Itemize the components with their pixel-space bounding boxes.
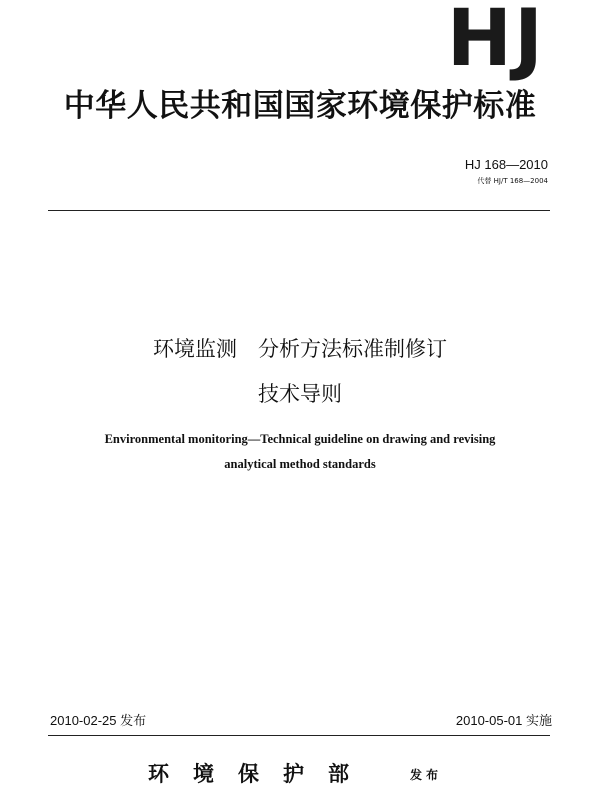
top-divider (48, 210, 550, 211)
effective-date: 2010-05-01 实施 (455, 713, 552, 728)
standard-number: HJ 168—2010 (464, 157, 548, 172)
document-title-line1: 环境监测 分析方法标准制修订 (153, 337, 447, 361)
bottom-divider (48, 735, 550, 736)
publisher-name: 环境保护部 (148, 761, 373, 786)
publish-verb: 发布 (410, 768, 443, 782)
issue-date: 2010-02-25 发布 (50, 713, 147, 728)
document-title-line2: 技术导则 (258, 382, 342, 406)
hj-logo: HJ (446, 0, 545, 84)
english-title-line1: Environmental monitoring—Technical guideline on drawing and revising (104, 432, 496, 446)
english-title-line2: analytical method standards (224, 457, 376, 471)
replaces-note: 代替 HJ/T 168—2004 (477, 177, 548, 185)
organization-title: 中华人民共和国国家环境保护标准 (63, 88, 537, 124)
